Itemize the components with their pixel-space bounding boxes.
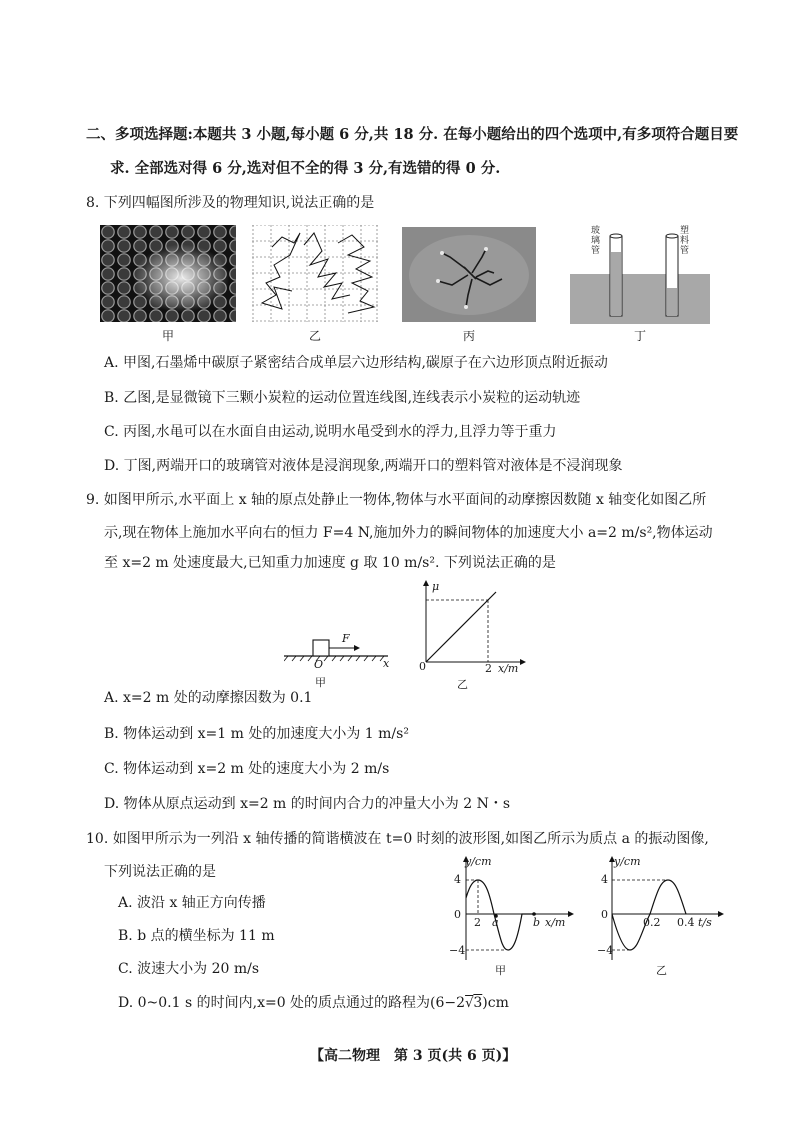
x-tick-2: 2 — [485, 662, 492, 675]
q9-option-d: D. 物体从原点运动到 x=2 m 的时间内合力的冲量大小为 2 N・s — [104, 796, 511, 812]
point-a-label: a — [492, 916, 499, 929]
q10-caption-yi: 乙 — [656, 964, 667, 977]
glass-tube-label: 玻璃管 — [591, 226, 601, 256]
q8-option-c: C. 丙图,水黾可以在水面自由运动,说明水黾受到水的浮力,且浮力等于重力 — [104, 424, 557, 440]
q10-option-d — [118, 992, 509, 1012]
q9-caption-jia: 甲 — [315, 676, 326, 689]
vibration-graph-yi — [594, 856, 724, 966]
wave-jia-ylabel: y/cm — [465, 855, 492, 868]
brownian-motion-diagram — [252, 225, 378, 322]
q10-option-a: A. 波沿 x 轴正方向传播 — [118, 895, 266, 911]
vibration-yi-ytick-neg4: −4 — [597, 944, 614, 957]
q9-option-b: B. 物体运动到 x=1 m 处的加速度大小为 1 m/s² — [104, 726, 409, 742]
force-label: F — [342, 632, 350, 645]
q10-option-b: B. b 点的横坐标为 11 m — [118, 928, 275, 944]
wave-jia-ytick-0: 0 — [454, 908, 461, 921]
q10-option-d-prefix: D. 0~0.1 s 的时间内,x=0 处的质点通过的路程为(6−2 — [118, 995, 466, 1011]
sqrt-radicand-value: 3 — [473, 995, 483, 1011]
q10-caption-jia: 甲 — [495, 964, 506, 977]
caption-jia: 甲 — [161, 329, 174, 343]
q9-option-a: A. x=2 m 处的动摩擦因数为 0.1 — [104, 690, 313, 706]
section-heading-line1: 二、多项选择题:本题共 3 小题,每小题 6 分,共 18 分. 在每小题给出的四个选项中,有多项符合题目要 — [86, 126, 739, 143]
origin-label: O — [314, 658, 324, 671]
caption-ding: 丁 — [633, 329, 646, 343]
q10-option-c: C. 波速大小为 20 m/s — [118, 961, 260, 977]
x-unit-label: x/m — [498, 662, 519, 675]
q10-stem-line1: 10. 如图甲所示为一列沿 x 轴传播的简谐横波在 t=0 时刻的波形图,如图乙所示为质点 a 的振动图像, — [86, 831, 709, 847]
graphene-image — [100, 225, 236, 322]
caption-bing: 丙 — [462, 329, 475, 343]
vibration-yi-xlabel: t/s — [698, 916, 712, 929]
wave-jia-xtick-2: 2 — [474, 916, 481, 929]
vibration-yi-ttick-04: 0.4 — [677, 916, 695, 929]
wave-jia-xlabel: x/m — [545, 916, 566, 929]
block-on-surface-diagram — [284, 628, 394, 670]
plastic-tube-label: 塑料管 — [680, 226, 690, 256]
sqrt-radicand: √3 — [465, 995, 483, 1011]
water-strider-image — [402, 227, 536, 322]
friction-coefficient-graph — [416, 580, 526, 670]
q9-stem-line3: 至 x=2 m 处速度最大,已知重力加速度 g 取 10 m/s². 下列说法正确的是 — [104, 555, 556, 571]
vibration-yi-ylabel: y/cm — [614, 855, 641, 868]
wave-jia-ytick-4: 4 — [454, 873, 461, 886]
x-axis-label: x — [383, 657, 390, 670]
q9-option-c: C. 物体运动到 x=2 m 处的速度大小为 2 m/s — [104, 761, 390, 777]
wave-jia-ytick-neg4: −4 — [449, 944, 466, 957]
q9-stem-line2: 示,现在物体上施加水平向右的恒力 F=4 N,施加外力的瞬间物体的加速度大小 a=2 m/s²,物体运动 — [104, 525, 713, 541]
q8-option-a: A. 甲图,石墨烯中碳原子紧密结合成单层六边形结构,碳原子在六边形顶点附近振动 — [104, 355, 608, 371]
point-b-label: b — [533, 916, 541, 929]
vibration-yi-ytick-4: 4 — [601, 873, 608, 886]
q10-stem-line2: 下列说法正确的是 — [104, 864, 216, 880]
graph-origin-label: 0 — [419, 660, 426, 673]
q9-stem-line1: 9. 如图甲所示,水平面上 x 轴的原点处静止一物体,物体与水平面间的动摩擦因数随 x 轴变化如图乙所 — [86, 492, 707, 508]
q8-option-d: D. 丁图,两端开口的玻璃管对液体是浸润现象,两端开口的塑料管对液体是不浸润现象 — [104, 458, 623, 474]
page-footer: 【高二物理 第 3 页(共 6 页)】 — [310, 1048, 517, 1064]
q8-option-b: B. 乙图,是显微镜下三颗小炭粒的运动位置连线图,连线表示小炭粒的运动轨迹 — [104, 390, 581, 406]
caption-yi: 乙 — [308, 329, 321, 343]
q8-stem: 8. 下列四幅图所涉及的物理知识,说法正确的是 — [86, 195, 375, 211]
mu-axis-label: μ — [432, 580, 440, 593]
section-heading-line2: 求. 全部选对得 6 分,选对但不全的得 3 分,有选错的得 0 分. — [110, 160, 501, 177]
q10-option-d-suffix: )cm — [482, 995, 509, 1011]
q9-caption-yi: 乙 — [457, 678, 468, 691]
vibration-yi-ytick-0: 0 — [601, 908, 608, 921]
vibration-yi-ttick-02: 0.2 — [643, 916, 661, 929]
